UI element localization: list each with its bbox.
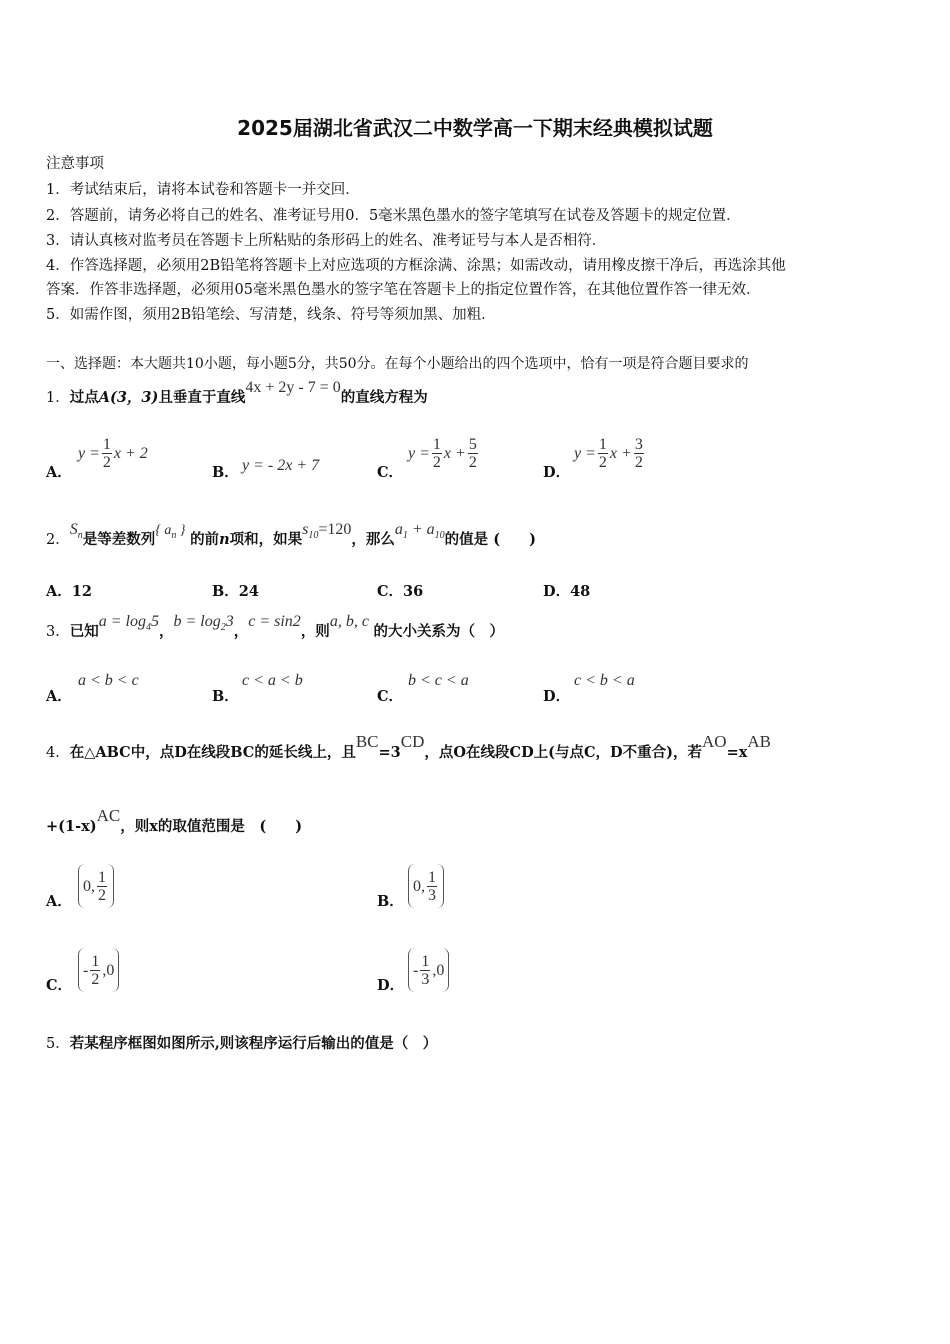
question-1: 1．过点A(3，3)且垂直于直线4x + 2y - 7 = 0的直线方程为 xyxy=(46,379,428,406)
notice-item: 1．考试结束后，请将本试卷和答题卡一并交回． xyxy=(46,182,360,198)
section-heading: 一、选择题：本大题共10小题，每小题5分，共50分。在每个小题给出的四个选项中，恰有一项是符合题目要求的 xyxy=(46,356,749,372)
line-equation: 4x + 2y - 7 = 0 xyxy=(245,379,341,396)
q2-option-a[interactable]: A．12 xyxy=(46,583,92,600)
vector-ac: AC xyxy=(96,806,121,825)
question-5: 5．若某程序框图如图所示,则该程序运行后输出的值是（ ） xyxy=(46,1035,438,1052)
notice-item: 答案．作答非选择题，必须用05毫米黑色墨水的签字笔在答题卡上的指定位置作答，在其他位置作答一律无效． xyxy=(46,282,761,298)
question-3: 3．已知$a = \log_45$，$b = \log_23$，c = sin2，则a, b, c 的大小关系为（ ） xyxy=(46,613,505,640)
q2-option-d[interactable]: D．48 xyxy=(543,583,591,600)
q2-option-c[interactable]: C．36 xyxy=(377,583,424,600)
notice-item: 2．答题前，请务必将自己的姓名、准考证号用0．5毫米黑色墨水的签字笔填写在试卷及答题卡的规定位置． xyxy=(46,208,741,224)
exam-page: 2025届湖北省武汉二中数学高一下期末经典模拟试题 注意事项 1．考试结束后，请将本试卷和答题卡一并交回． 2．答题前，请务必将自己的姓名、准考证号用0．5毫米黑色墨水的签字笔填写在试卷及答题卡的规定位置． 3．请认真核对监考员在答题卡上所粘贴的条形码上的姓名、准考证号与本人是否相符． 4．作答选择题，必须用2B铅笔将答题卡上对应选项的方框涂满、涂黑；如需改动，请用橡皮擦干净后，再选涂其他 答案．作答非选择题，必须用05毫米黑色墨水的签字笔在答题卡上的指定位置作答，在其他位置作答一律无效． 5．如需作图，须用2B铅笔绘、写清楚，线条、符号等须加黑、加粗． 一、选择题：本大题共10小题，每小题5分，共50分。在每个小题给出的四个选项中，恰有一项是符合题目要求的 1．过点A(3，3)且垂直于直线4x + 2y - 7 = 0的直线方程为 A． y = $\frac{1}{2}$ x + 2 B． y = - 2x + 7 C． y = $\frac{1}{2}$ x + $\frac{5}{2}$ D． y = $\frac{1}{2}$ x + $\frac{3}{2}$ 2．$S_n$是等差数列{ $a_n$ } 的前n项和，如果$s_{10}=120$，那么$a_1 + a_{10}$的值是 ( ) A．12 B．24 C．36 D．48 3．已知$a = \log_45$，$b = \log_23$，c = sin2，则a, b, c 的大小关系为（ ） A． a < b < c B． c < a < b C． b < c < a D． c < b < a 4．在△ABC中，点D在线段BC的延长线上，且BC=3CD，点O在线段CD上(与点C，D不重合)，若AO=xAB +(1-x)AC，则x的取值范围是 ( ) A． 0, $\frac{1}{2}$ B． 0, $\frac{1}{3}$ C． - $\frac{1}{2}$ ,0 D． - $\frac{1}{3}$ ,0 5．若某程序框图如图所示,则该程序运行后输出的值是（ ） xyxy=(0,0,950,1344)
notice-heading: 注意事项 xyxy=(46,156,104,172)
question-2: 2．$S_n$是等差数列{ $a_n$ } 的前n项和，如果$s_{10}=120$，那么$a_1 + a_{10}$的值是 ( ) xyxy=(46,521,536,548)
question-4: 4．在△ABC中，点D在线段BC的延长线上，且BC=3CD，点O在线段CD上(与点C，D不重合)，若AO=xAB xyxy=(46,732,771,761)
vector-cd: CD xyxy=(400,732,425,751)
vector-ab: AB xyxy=(747,732,771,751)
vector-bc: BC xyxy=(355,732,379,751)
q2-option-b[interactable]: B．24 xyxy=(212,583,259,600)
page-title: 2025届湖北省武汉二中数学高一下期末经典模拟试题 xyxy=(237,116,713,140)
notice-item: 5．如需作图，须用2B铅笔绘、写清楚，线条、符号等须加黑、加粗． xyxy=(46,307,496,323)
question-4-cont: +(1-x)AC，则x的取值范围是 ( ) xyxy=(46,806,303,835)
notice-item: 3．请认真核对监考员在答题卡上所粘贴的条形码上的姓名、准考证号与本人是否相符． xyxy=(46,233,607,249)
notice-item: 4．作答选择题，必须用2B铅笔将答题卡上对应选项的方框涂满、涂黑；如需改动，请用橡皮擦干净后，再选涂其他 xyxy=(46,258,786,274)
vector-ao: AO xyxy=(702,732,727,751)
